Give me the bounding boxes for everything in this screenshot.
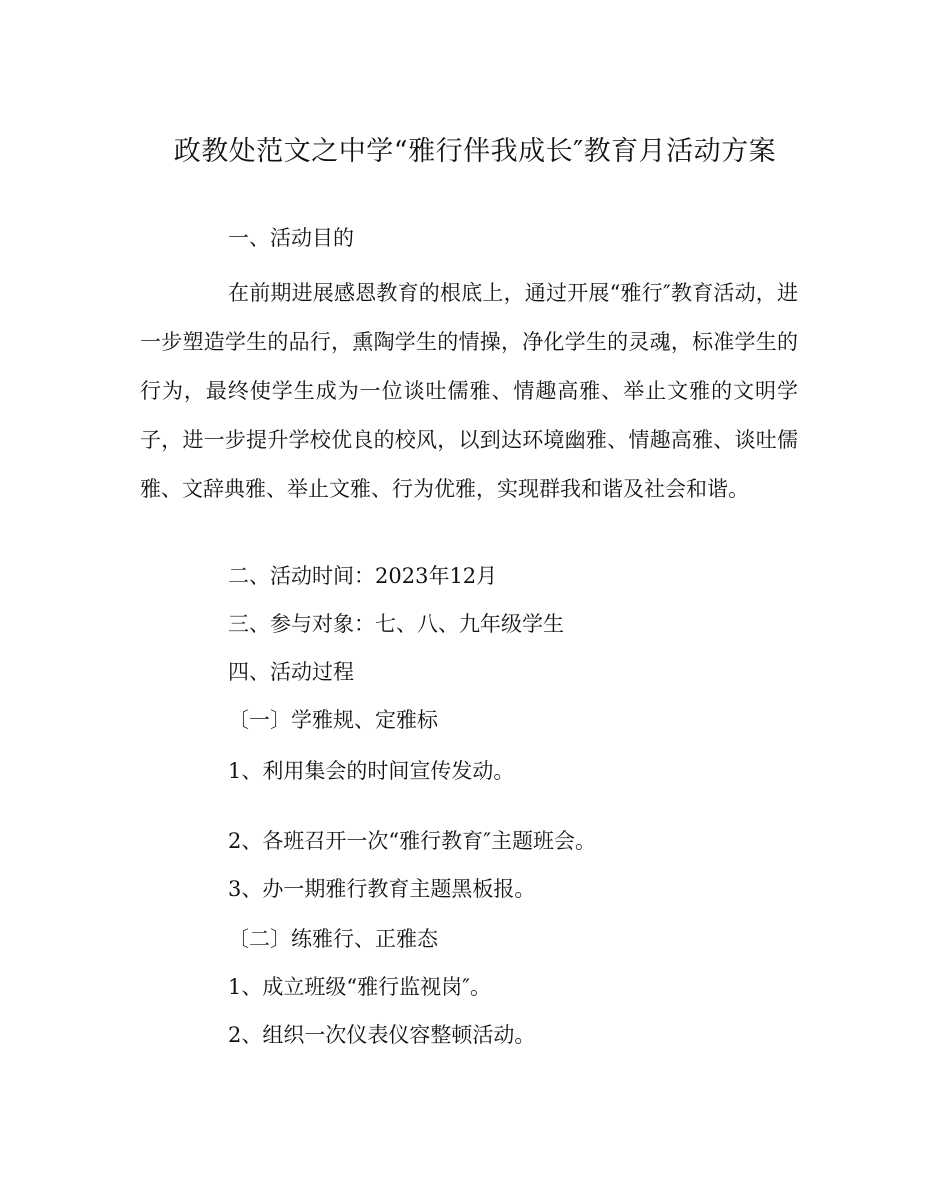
list-item: 2、组织一次仪表仪容整顿活动。 (228, 1023, 536, 1047)
subsection-heading-learn: 〔一〕学雅规、定雅标 (228, 708, 438, 732)
list-item: 1、利用集会的时间宣传发动。 (228, 759, 515, 783)
list-item: 1、成立班级“雅行监视岗″。 (228, 975, 491, 999)
section-heading-process: 四、活动过程 (228, 660, 354, 684)
section-participants: 三、参与对象：七、八、九年级学生 (228, 612, 564, 636)
section-heading-purpose: 一、活动目的 (228, 226, 354, 250)
list-item: 3、办一期雅行教育主题黑板报。 (228, 877, 536, 901)
list-item: 2、各班召开一次“雅行教育″主题班会。 (228, 829, 596, 853)
document-title: 政教处范文之中学“雅行伴我成长″教育月活动方案 (173, 136, 777, 167)
purpose-paragraph: 在前期进展感恩教育的根底上，通过开展“雅行″教育活动，进一步塑造学生的品行，熏陶学生的情操，净化学生的灵魂，标准学生的行为，最终使学生成为一位谈吐儒雅、情趣高雅、举止文雅的文明学子，进一步提升学校优良的校风，以到达环境幽雅、情趣高雅、谈吐儒雅、文辞典雅、举止文雅、行为优雅，实现群我和谐及社会和谐。 (140, 281, 798, 501)
section-activity-time: 二、活动时间：2023年12月 (228, 564, 498, 588)
subsection-heading-practice: 〔二〕练雅行、正雅态 (228, 927, 438, 951)
